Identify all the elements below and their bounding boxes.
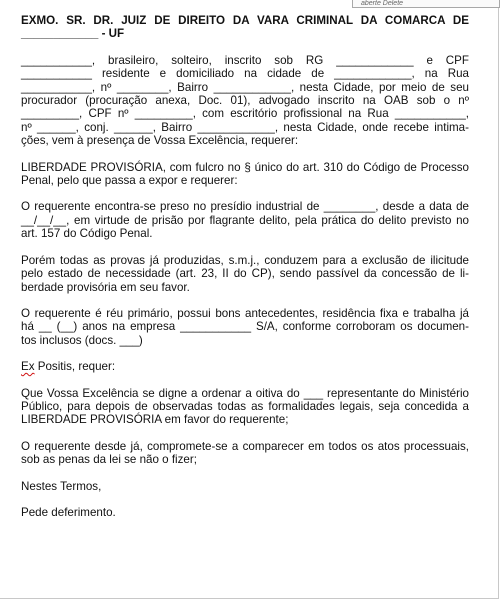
paragraph-line: Público, para depois de observadas todas as formalidades legais, seja concedida a [21,399,469,413]
ex-positis-paragraph [21,360,469,373]
digne-paragraph [21,387,469,427]
paragraph-line: tos inclusos (docs. ___) [21,333,143,347]
paragraph-line: sob as penas da lei se não o fizer; [21,453,197,467]
paragraph-line: berdade provisória em seu favor. [21,280,190,294]
paragraph-line: ___________, nº ________, Bairro ____________, nesta Cidade, por meio de seu [21,80,469,94]
heading-line: ____________ - UF [21,27,125,41]
intro-paragraph [21,54,469,148]
preso-paragraph [21,200,469,240]
paragraph-line: Porém todas as provas já produzidas, s.m.j., conduzem para a exclusão de ilicitude [21,253,469,267]
paragraph-line: LIBERDADE PROVISÓRIA em favor do requerente; [21,413,289,427]
paragraph-line: art. 157 do Código Penal. [21,227,153,241]
ex-positis-text: Positis, requer: [34,360,116,374]
paragraph-line: procurador (procuração anexa, Doc. 01), advogado inscrito na OAB sob o nº [21,94,469,108]
reu-paragraph [21,307,469,347]
pede-deferimento: Pede deferimento. [21,505,116,519]
paragraph-line: LIBERDADE PROVISÓRIA, com fulcro no § único do art. 310 do Código de Processo [21,160,469,174]
liberdade-paragraph [21,161,469,188]
paragraph-line: pelo estado de necessidade (art. 23, II do CP), sendo passível da concessão de li- [21,267,469,281]
document-heading [21,14,469,41]
paragraph-line: O requerente encontra-se preso no presídio industrial de ________, desde a data de [21,200,469,214]
compromete-paragraph [21,440,469,467]
paragraph-line: nº ______, conj. ______, Bairro ____________, nesta Cidade, onde recebe intima- [21,120,469,134]
spellcheck-word[interactable]: Ex [21,360,35,374]
provas-paragraph [21,254,469,294]
paragraph-line: O requerente é réu primário, possui bons antecedentes, residência fixa e trabalha já [21,306,469,320]
document-body [21,14,469,532]
top-tab[interactable] [352,0,500,8]
paragraph-line: ções, vem à presença de Vossa Excelência, requerer: [21,134,299,148]
paragraph-line: O requerente desde já, compromete-se a comparecer em todos os atos processuais, [21,439,469,453]
nestes-termos: Nestes Termos, [21,479,102,493]
paragraph-line: __/__/__, em virtude de prisão por flagrante delito, pela prática do delito previsto no [21,213,469,227]
paragraph-line: ___________ residente e domiciliado na cidade de ____________, na Rua [21,67,469,81]
paragraph-line: Penal, pelo que passa a expor e requerer: [21,174,238,188]
paragraph-line: ___________, brasileiro, solteiro, inscrito sob RG ____________ e CPF [21,53,469,67]
paragraph-line: _________, CPF nº _________, com escritório profissional na Rua ___________, [21,107,469,121]
heading-line: EXMO. SR. DR. JUIZ DE DIREITO DA VARA CRIMINAL DA COMARCA DE [21,14,469,27]
top-tab-label: aberte Delete [361,0,404,7]
paragraph-line: há __ (__) anos na empresa ___________ S/A, conforme corroboram os documen- [21,320,469,334]
paragraph-line: Que Vossa Excelência se digne a ordenar a oitiva do ___ representante do Ministério [21,386,469,400]
